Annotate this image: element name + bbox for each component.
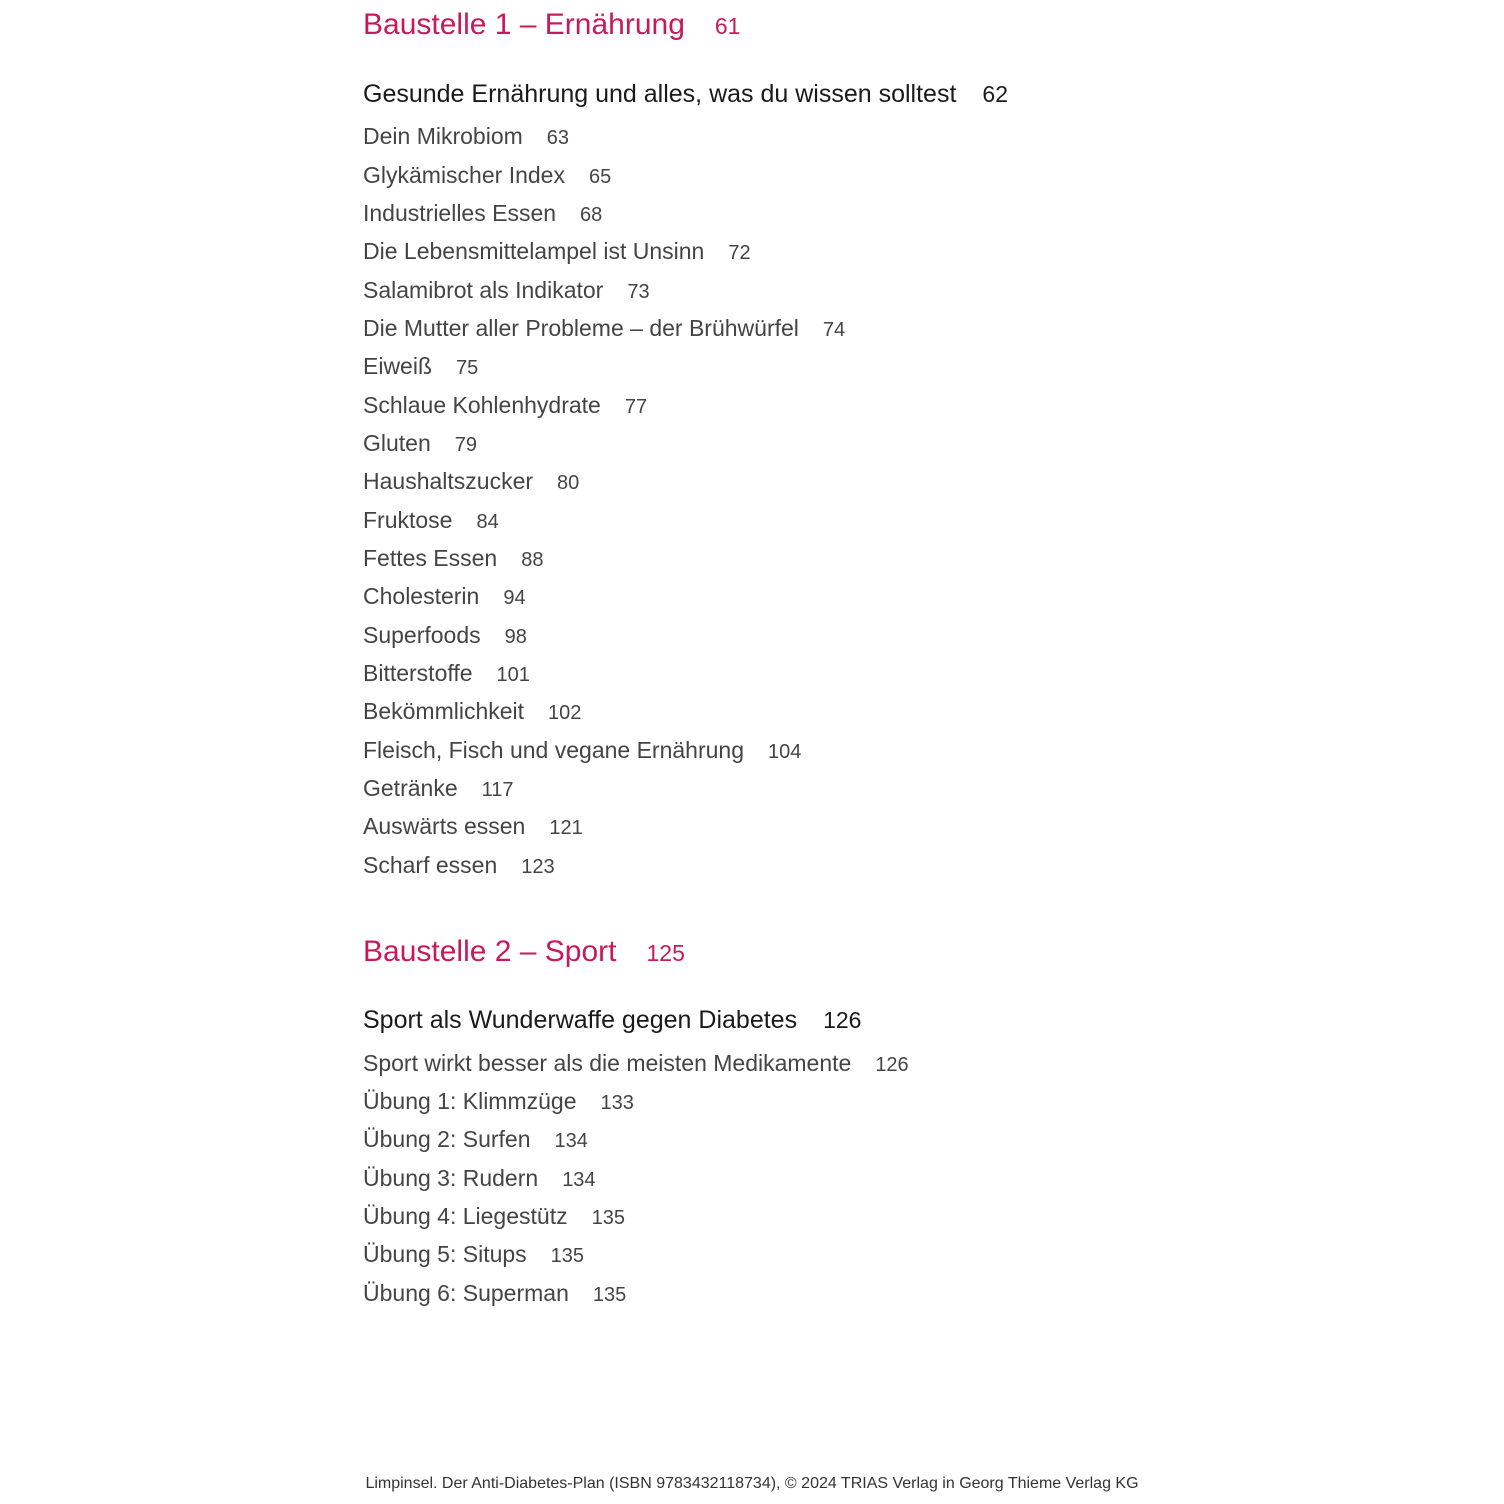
entry-page-number: 133 xyxy=(600,1092,634,1114)
entry-title: Übung 2: Surfen xyxy=(363,1126,531,1152)
toc-entry[interactable] xyxy=(363,850,555,882)
entry-title: Glykämischer Index xyxy=(363,162,565,188)
entry-page-number: 135 xyxy=(591,1207,625,1229)
entry-page-number: 134 xyxy=(562,1169,596,1191)
entry-page-number: 68 xyxy=(580,204,603,226)
entry-title: Auswärts essen xyxy=(363,813,526,839)
chapter-heading-2[interactable] xyxy=(363,1004,861,1036)
entry-page-number: 94 xyxy=(503,587,526,609)
toc-entry[interactable] xyxy=(363,121,569,153)
entry-title: Salamibrot als Indikator xyxy=(363,277,604,303)
entry-page-number: 135 xyxy=(550,1245,585,1267)
chapter-title: Sport als Wunderwaffe gegen Diabetes xyxy=(363,1006,798,1034)
section-title: Baustelle 2 – Sport xyxy=(363,935,617,968)
entry-page-number: 73 xyxy=(627,281,650,303)
toc-entry[interactable] xyxy=(363,160,611,192)
entry-title: Übung 6: Superman xyxy=(363,1280,569,1306)
toc-entry[interactable] xyxy=(363,543,543,575)
entry-title: Cholesterin xyxy=(363,583,480,609)
chapter-page-number: 126 xyxy=(823,1007,862,1033)
entry-title: Schlaue Kohlenhydrate xyxy=(363,392,601,418)
entry-page-number: 72 xyxy=(728,242,751,264)
toc-entry[interactable] xyxy=(363,1278,626,1310)
toc-entry[interactable] xyxy=(363,351,478,383)
entry-title: Eiweiß xyxy=(363,353,433,379)
section-page-number: 125 xyxy=(646,940,685,966)
entry-title: Gluten xyxy=(363,430,431,456)
section-page-number: 61 xyxy=(714,13,741,39)
entry-title: Getränke xyxy=(363,775,458,801)
section-title: Baustelle 1 – Ernährung xyxy=(363,8,685,41)
chapter-heading-1[interactable] xyxy=(363,78,1008,110)
toc-entry[interactable] xyxy=(363,1163,596,1195)
entry-page-number: 65 xyxy=(588,166,612,188)
entry-page-number: 126 xyxy=(875,1054,909,1076)
toc-entry[interactable] xyxy=(363,505,499,537)
entry-page-number: 134 xyxy=(554,1130,588,1152)
copyright-footer: Limpinsel. Der Anti-Diabetes-Plan (ISBN 9783432118734), © 2024 TRIAS Verlag in Georg Thieme Verlag KG xyxy=(365,1475,1139,1492)
entry-title: Sport wirkt besser als die meisten Medikamente xyxy=(363,1050,852,1076)
toc-entry[interactable] xyxy=(363,620,527,652)
entry-page-number: 117 xyxy=(481,779,514,801)
chapter-page-number: 62 xyxy=(982,81,1008,107)
toc-entry[interactable] xyxy=(363,773,514,805)
toc-entry[interactable] xyxy=(363,735,801,767)
toc-entry[interactable] xyxy=(363,1048,909,1080)
entry-page-number: 63 xyxy=(546,127,570,149)
entry-page-number: 74 xyxy=(822,319,846,341)
entry-title: Industrielles Essen xyxy=(363,200,557,226)
toc-entry[interactable] xyxy=(363,466,579,498)
entry-title: Haushaltszucker xyxy=(363,468,534,494)
toc-entry[interactable] xyxy=(363,313,845,345)
entry-title: Übung 5: Situps xyxy=(363,1241,527,1267)
entry-page-number: 104 xyxy=(768,741,802,763)
toc-entry[interactable] xyxy=(363,811,583,843)
entry-page-number: 77 xyxy=(624,396,648,418)
section-heading-2[interactable] xyxy=(363,932,685,973)
toc-entry[interactable] xyxy=(363,198,602,230)
toc-entry[interactable] xyxy=(363,428,477,460)
entry-title: Fruktose xyxy=(363,507,453,533)
entry-page-number: 84 xyxy=(476,511,499,533)
entry-page-number: 123 xyxy=(521,856,555,878)
toc-entry[interactable] xyxy=(363,1239,584,1271)
toc-entry[interactable] xyxy=(363,658,530,690)
entry-page-number: 121 xyxy=(549,817,583,839)
entry-title: Die Lebensmittelampel ist Unsinn xyxy=(363,238,705,264)
entry-page-number: 75 xyxy=(456,357,479,379)
entry-title: Übung 3: Rudern xyxy=(363,1165,539,1191)
entry-page-number: 102 xyxy=(548,702,582,724)
chapter-title: Gesunde Ernährung und alles, was du wissen solltest xyxy=(363,80,957,108)
entry-page-number: 79 xyxy=(454,434,478,456)
toc-entry[interactable] xyxy=(363,581,526,613)
toc-entry[interactable] xyxy=(363,236,751,268)
toc-entry[interactable] xyxy=(363,390,647,422)
entry-page-number: 88 xyxy=(521,549,544,571)
entry-title: Dein Mikrobiom xyxy=(363,123,523,149)
entry-title: Fettes Essen xyxy=(363,545,498,571)
toc-entry[interactable] xyxy=(363,1124,588,1156)
entry-title: Superfoods xyxy=(363,622,481,648)
toc-entry[interactable] xyxy=(363,1086,634,1118)
entry-title: Die Mutter aller Probleme – der Brühwürfel xyxy=(363,315,799,341)
entry-title: Fleisch, Fisch und vegane Ernährung xyxy=(363,737,744,763)
entry-title: Bitterstoffe xyxy=(363,660,473,686)
entry-page-number: 101 xyxy=(496,664,530,686)
toc-entry[interactable] xyxy=(363,1201,625,1233)
entry-page-number: 135 xyxy=(592,1284,627,1306)
toc-entry[interactable] xyxy=(363,696,581,728)
entry-page-number: 80 xyxy=(557,472,580,494)
entry-page-number: 98 xyxy=(504,626,527,648)
entry-title: Scharf essen xyxy=(363,852,498,878)
section-heading-1[interactable] xyxy=(363,5,740,46)
entry-title: Übung 4: Liegestütz xyxy=(363,1203,568,1229)
entry-title: Übung 1: Klimmzüge xyxy=(363,1088,577,1114)
toc-entry[interactable] xyxy=(363,275,650,307)
entry-title: Bekömmlichkeit xyxy=(363,698,525,724)
